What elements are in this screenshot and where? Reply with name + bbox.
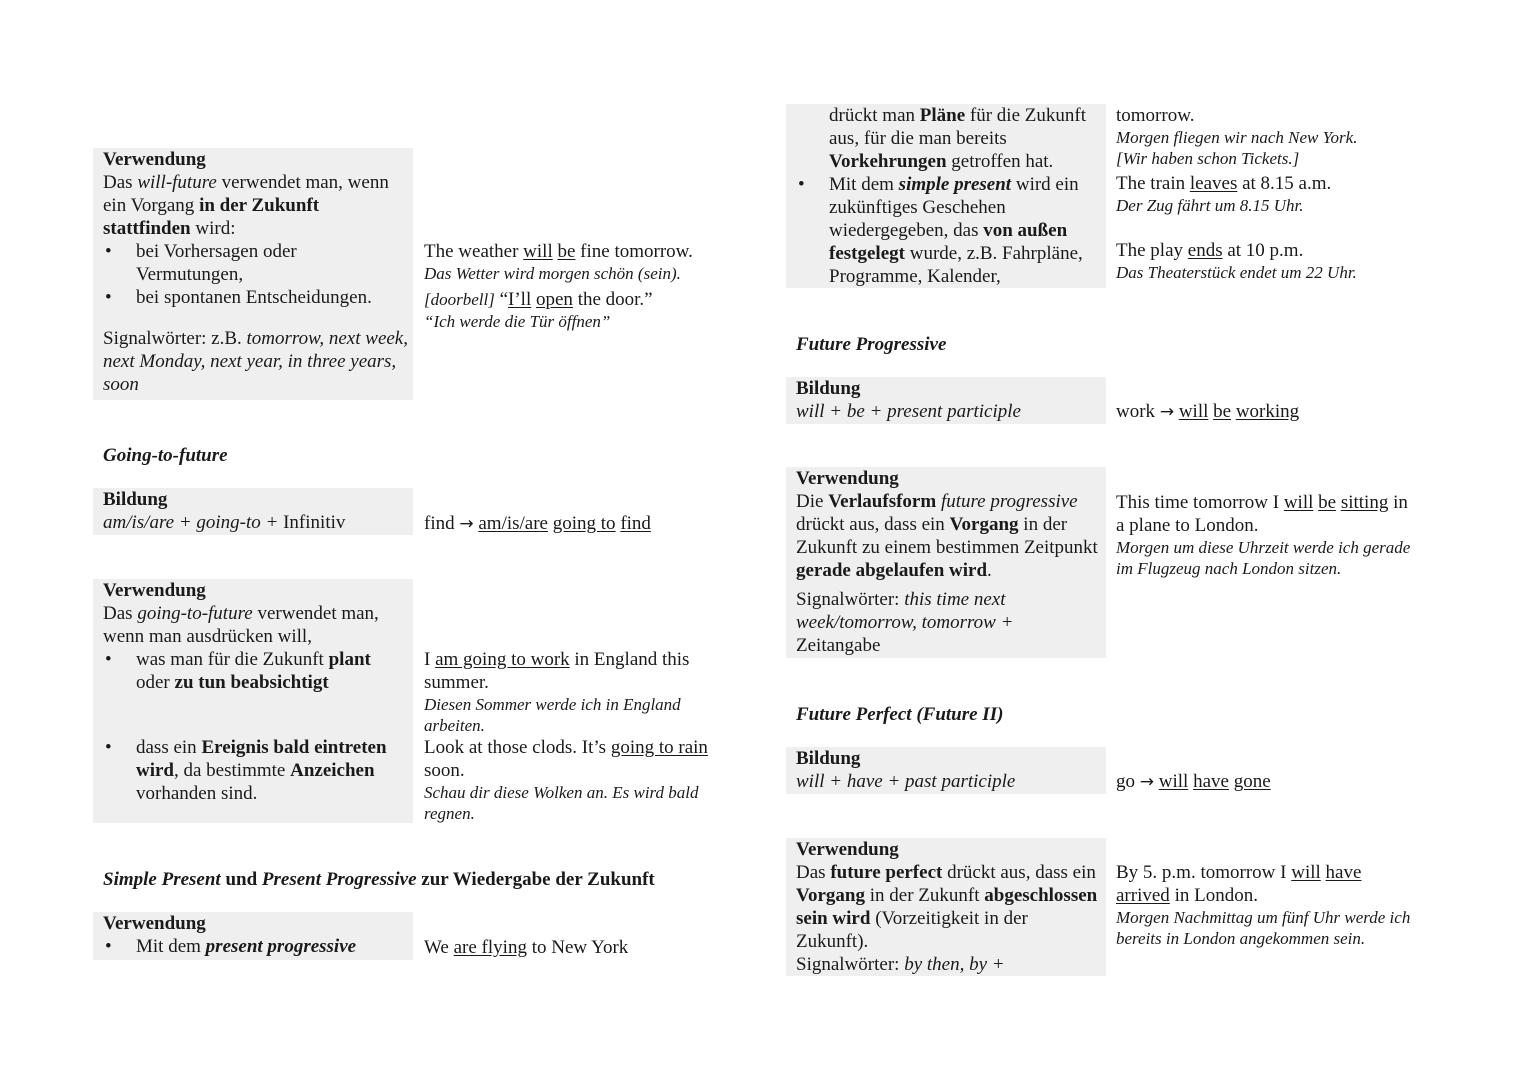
list-item: • Mit dem simple present wird ein zukünftiges Geschehen wiedergegeben, das von außen festgelegt wurde, z.B. Fahrpläne, Programme, Kalender, [796,173,1098,288]
simple-present-example-1: We are flying to New York [424,937,629,958]
going-to-usage-list [103,648,408,805]
will-future-example-2-translation: “Ich werde die Tür öffnen” [424,312,611,331]
list-item: • was man für die Zukunft plant oder zu tun beabsichtigt [103,648,408,694]
future-progressive-example: This time tomorrow I will be sitting in a plane to London. Morgen um diese Uhrzeit werde ich gerade im Flugzeug nach London sitzen. [1116,492,1411,578]
arrow-icon: → [459,514,474,534]
going-to-bildung-text: Bildung am/is/are + going-to + Infinitiv [103,489,346,533]
list-item: • Mit dem present progressive [103,935,408,958]
will-future-signal-words: Signalwörter: z.B. tomorrow, next week, next Monday, next year, in three years, soon [103,328,408,395]
future-progressive-usage-text: Verwendung Die Verlaufsform future progressive drückt aus, dass ein Vorgang in der Zukunft zu einem bestimmen Zeitpunkt gerade abgelaufen wird. Signalwörter: this time next week/tomorrow, tomorrow + Zeitangabe [796,468,1098,656]
future-perfect-heading: Future Perfect (Future II) [796,704,1004,725]
simple-present-usage-text-part1: Verwendung • Mit dem present progressive [103,912,408,958]
will-future-example-1-translation: Das Wetter wird morgen schön (sein). [424,264,681,283]
going-to-example-2: Look at those clods. It’s going to rain soon. Schau dir diese Wolken an. Es wird bald regnen. [424,737,708,823]
list-item: • dass ein Ereignis bald eintreten wird, da bestimmte Anzeichen vorhanden sind. [103,736,408,805]
future-perfect-example: By 5. p.m. tomorrow I will have arrived in London. Morgen Nachmittag um fünf Uhr werde ich bereits in London angekommen sein. [1116,862,1411,948]
future-perfect-bildung-example: go → will have gone [1116,771,1271,792]
will-future-usage-list [103,240,408,309]
going-to-usage-text: Verwendung Das going-to-future verwendet man, wenn man ausdrücken will, • was man für die Zukunft plant oder zu tun beabsichtigt • dass ein Ereignis bald eintreten wird, da bestimmte Anzeichen vorhanden sind. [103,579,408,805]
simple-present-heading: Simple Present und Present Progressive zur Wiedergabe der Zukunft [103,869,655,890]
going-to-bildung-example: find → am/is/are going to find [424,513,651,534]
simple-present-example-1-continued: tomorrow. Morgen fliegen wir nach New York. [Wir haben schon Tickets.] [1116,105,1358,168]
future-progressive-bildung-example: work → will be working [1116,401,1300,422]
going-to-example-1: I am going to work in England this summer. Diesen Sommer werde ich in England arbeiten. [424,649,690,735]
future-progressive-bildung-text: Bildung will + be + present participle [796,378,1021,422]
will-future-example-1: The weather will be fine tomorrow. Das Wetter wird morgen schön (sein). [424,240,764,284]
arrow-icon: → [1139,772,1154,792]
simple-present-example-3: The play ends at 10 p.m. Das Theaterstück endet um 22 Uhr. [1116,240,1357,282]
going-to-future-heading: Going-to-future [103,445,228,466]
will-future-usage-paragraph: Das will-future verwendet man, wenn ein Vorgang in der Zukunft stattfinden wird: [103,172,389,239]
simple-present-usage-text-part2: drückt man Pläne für die Zukunft aus, für die man bereits Vorkehrungen getroffen hat. • Mit dem simple present wird ein zukünftiges Geschehen wiedergegeben, das von außen festgelegt wurde, z.B. Fahrpläne, Programme, Kalender, [796,104,1098,288]
will-future-example-2: [doorbell] “I’ll open the door.” “Ich werde die Tür öffnen” [424,288,764,332]
future-perfect-usage-text: Verwendung Das future perfect drückt aus, dass ein Vorgang in der Zukunft abgeschlossen sein wird (Vorzeitigkeit in der Zukunft). Signalwörter: by then, by + [796,839,1098,975]
list-item: • bei spontanen Entscheidungen. [103,286,408,309]
future-progressive-heading: Future Progressive [796,334,947,355]
simple-present-example-2: The train leaves at 8.15 a.m. Der Zug fährt um 8.15 Uhr. [1116,173,1332,215]
will-future-usage-title: Verwendung [103,149,206,170]
list-item: • bei Vorhersagen oder Vermutungen, [103,240,408,286]
arrow-icon: → [1159,402,1175,422]
will-future-usage-text [103,148,408,396]
future-perfect-bildung-text: Bildung will + have + past participle [796,748,1016,792]
